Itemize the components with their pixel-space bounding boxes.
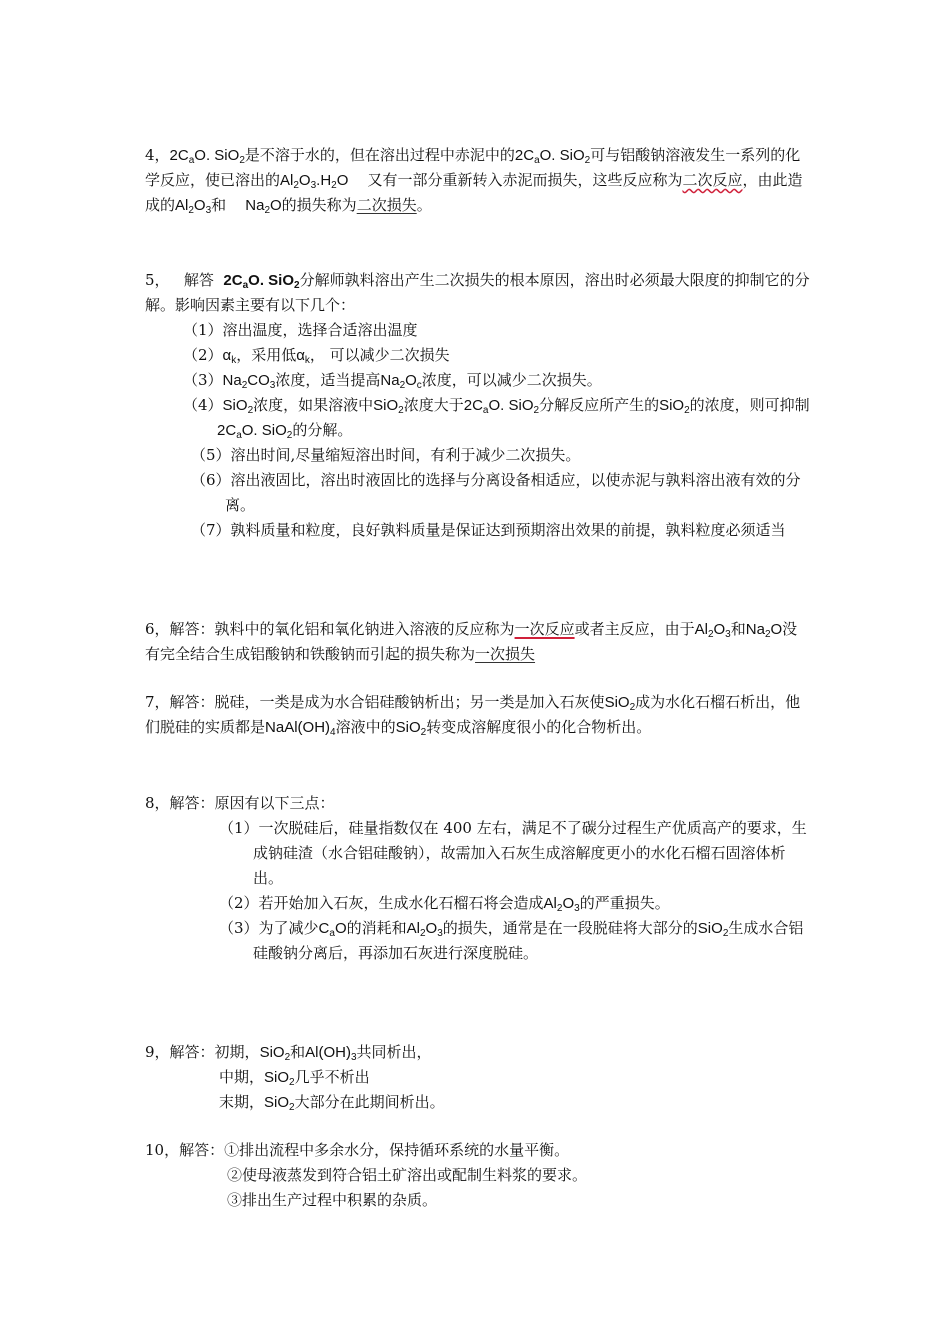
purpose-2: ②使母液蒸发到符合铝土矿溶出或配制生料浆的要求。 bbox=[227, 1166, 588, 1184]
factor-2: $(2)\alpha_k$，采用低$\alpha_k$， 可以减少二次损失 bbox=[183, 346, 450, 366]
soda-formula: $Na_2O$ bbox=[745, 621, 783, 640]
c2s-formula: $2C_aO$. SiO$_2$ bbox=[223, 272, 300, 291]
period-middle: 中期，SiO$_2$几乎不析出 bbox=[219, 1068, 370, 1088]
purpose-3: ③排出生产过程中积累的杂质。 bbox=[227, 1191, 438, 1209]
answer-6-number: 6，解答： bbox=[145, 620, 215, 638]
term-primary-loss: 一次损失 bbox=[475, 645, 536, 663]
answer-10: 10，解答：①排出流程中多余水分，保持循环系统的水量平衡。 ②使母液蒸发到符合铝土矿溶出或配制生料浆的要求。 ③排出生产过程中积累的杂质。 bbox=[145, 1138, 810, 1213]
answer-10-number: 10，解答： bbox=[145, 1141, 225, 1159]
answer-4-number: 4， bbox=[145, 146, 170, 164]
answer-9-number: 9，解答： bbox=[145, 1043, 215, 1061]
answer-8-number: 8，解答： bbox=[145, 794, 215, 812]
factor-6: （6）溶出液固比，溶出时液固比的选择与分离设备相适应，以使赤泥与孰料溶出液有效的分离。 bbox=[191, 471, 801, 514]
answer-9: 9，解答：初期，SiO$_2$和$Al(OH)_3$共同析出， 中期，SiO$_2$几乎不析出 末期，SiO$_2$大部分在此期间析出。 bbox=[145, 1040, 810, 1115]
reason-2: （2）若开始加入石灰，生成水化石榴石将会造成$Al_2O_3$的严重损失。 bbox=[219, 894, 670, 914]
c2s-formula: $2C_aO$. SiO$_2$ bbox=[514, 147, 591, 166]
silica-formula: SiO$_2$ bbox=[395, 719, 427, 738]
alumina-formula: $Al_2O_3$ bbox=[175, 197, 212, 216]
answer-7-number: 7，解答： bbox=[145, 693, 215, 711]
answer-7: 7，解答：脱硅，一类是成为水合铝硅酸钠析出；另一类是加入石灰使SiO$_2$成为水化石榴石析出，他们脱硅的实质都是$NaAl(OH)_4$溶液中的SiO$_2$转变成溶解度很小的化合物析出。 bbox=[145, 693, 801, 738]
answer-6: 6，解答：孰料中的氧化铝和氧化钠进入溶液的反应称为一次反应或者主反应，由于$Al_2O_3$和$Na_2O$没有完全结合生成铝酸钠和铁酸钠而引起的损失称为一次损失 bbox=[145, 620, 798, 663]
answer-4: 4，$2C_aO$. SiO$_2$是不溶于水的，但在溶出过程中赤泥中的$2C_aO$. SiO$_2$可与铝酸钠溶液发生一系列的化学反应，使已溶出的$Al_2O_3.H_2O$ 又有一部分重新转入赤泥而损失，这些反应称为二次反应，由此造成的$Al_2O_3$和 $Na_2O$的损失称为二次损失。 bbox=[145, 146, 803, 216]
factor-4: （4）SiO$_2$浓度，如果溶液中SiO$_2$浓度大于$2C_aO$. SiO$_2$分解反应所产生的SiO$_2$的浓度，则可抑制$2C_aO$. SiO$_2$的分解。 bbox=[183, 396, 810, 441]
sodium-aluminate-formula: $NaAl(OH)_4$ bbox=[265, 719, 336, 738]
document-page bbox=[145, 0, 810, 1344]
c2s-formula: $2C_aO$. SiO$_2$ bbox=[169, 147, 245, 166]
factor-7: （7）孰料质量和粒度，良好孰料质量是保证达到预期溶出效果的前提，孰料粒度必须适当 bbox=[191, 521, 786, 539]
factor-1: （1）溶出温度，选择合适溶出温度 bbox=[183, 321, 418, 339]
soda-formula: $Na_2O$ bbox=[245, 197, 282, 216]
answer-5: 5， 解答 $2C_aO$. SiO$_2$分解师孰料溶出产生二次损失的根本原因，溶出时必须最大限度的抑制它的分解。影响因素主要有以下几个： （1）溶出温度，选择合适溶出温度 $(2)\alpha_k$，采用低$\alpha_k$， 可以减少二次损失 $(3)Na_2CO_3$浓度，适当提高$Na_2O_c$浓度，可以减少二次损失。 （4）SiO$_2$浓度，如果溶液中SiO$_2$浓度大于$2C_aO$. SiO$_2$分解反应所产生的SiO$_2$的浓度，则可抑制$2C_aO$. SiO$_2$的分解。 （5）溶出时间,尽量缩短溶出时间，有利于减少二次损失。 （6）溶出液固比，溶出时液固比的选择与分离设备相适应，以使赤泥与孰料溶出液有效的分离。 （7）孰料质量和粒度，良好孰料质量是保证达到预期溶出效果的前提，孰料粒度必须适当 bbox=[145, 268, 810, 543]
term-secondary-reaction: 二次反应 bbox=[682, 171, 743, 189]
silica-formula: SiO$_2$ bbox=[604, 694, 636, 713]
factor-3: $(3)Na_2CO_3$浓度，适当提高$Na_2O_c$浓度，可以减少二次损失。 bbox=[183, 371, 602, 391]
term-primary-reaction: 一次反应 bbox=[514, 620, 575, 638]
period-late: 末期，SiO$_2$大部分在此期间析出。 bbox=[219, 1093, 445, 1113]
answer-8: 8，解答：原因有以下三点： （1）一次脱硅后，硅量指数仅在 400 左右，满足不了碳分过程生产优质高产的要求，生成钠硅渣（水合铝硅酸钠），故需加入石灰生成溶解度更小的水化石榴石固溶体析出。 （2）若开始加入石灰，生成水化石榴石将会造成$Al_2O_3$的严重损失。 （3）为了减少$C_aO$的消耗和$Al_2O_3$的损失，通常是在一段脱硅将大部分的SiO$_2$生成水合铝硅酸钠分离后，再添加石灰进行深度脱硅。 bbox=[145, 791, 810, 966]
reason-1: （1）一次脱硅后，硅量指数仅在 400 左右，满足不了碳分过程生产优质高产的要求，生成钠硅渣（水合铝硅酸钠），故需加入石灰生成溶解度更小的水化石榴石固溶体析出。 bbox=[219, 819, 807, 887]
alumina-hydrate-formula: $Al_2O_3.H_2O$ bbox=[280, 172, 349, 191]
alumina-formula: $Al_2O_3$ bbox=[694, 621, 731, 640]
factor-5: （5）溶出时间,尽量缩短溶出时间，有利于减少二次损失。 bbox=[191, 446, 581, 464]
term-secondary-loss: 二次损失 bbox=[356, 196, 417, 214]
answer-5-number: 5， bbox=[145, 271, 170, 289]
reason-3: （3）为了减少$C_aO$的消耗和$Al_2O_3$的损失，通常是在一段脱硅将大部分的SiO$_2$生成水合铝硅酸钠分离后，再添加石灰进行深度脱硅。 bbox=[219, 919, 804, 962]
